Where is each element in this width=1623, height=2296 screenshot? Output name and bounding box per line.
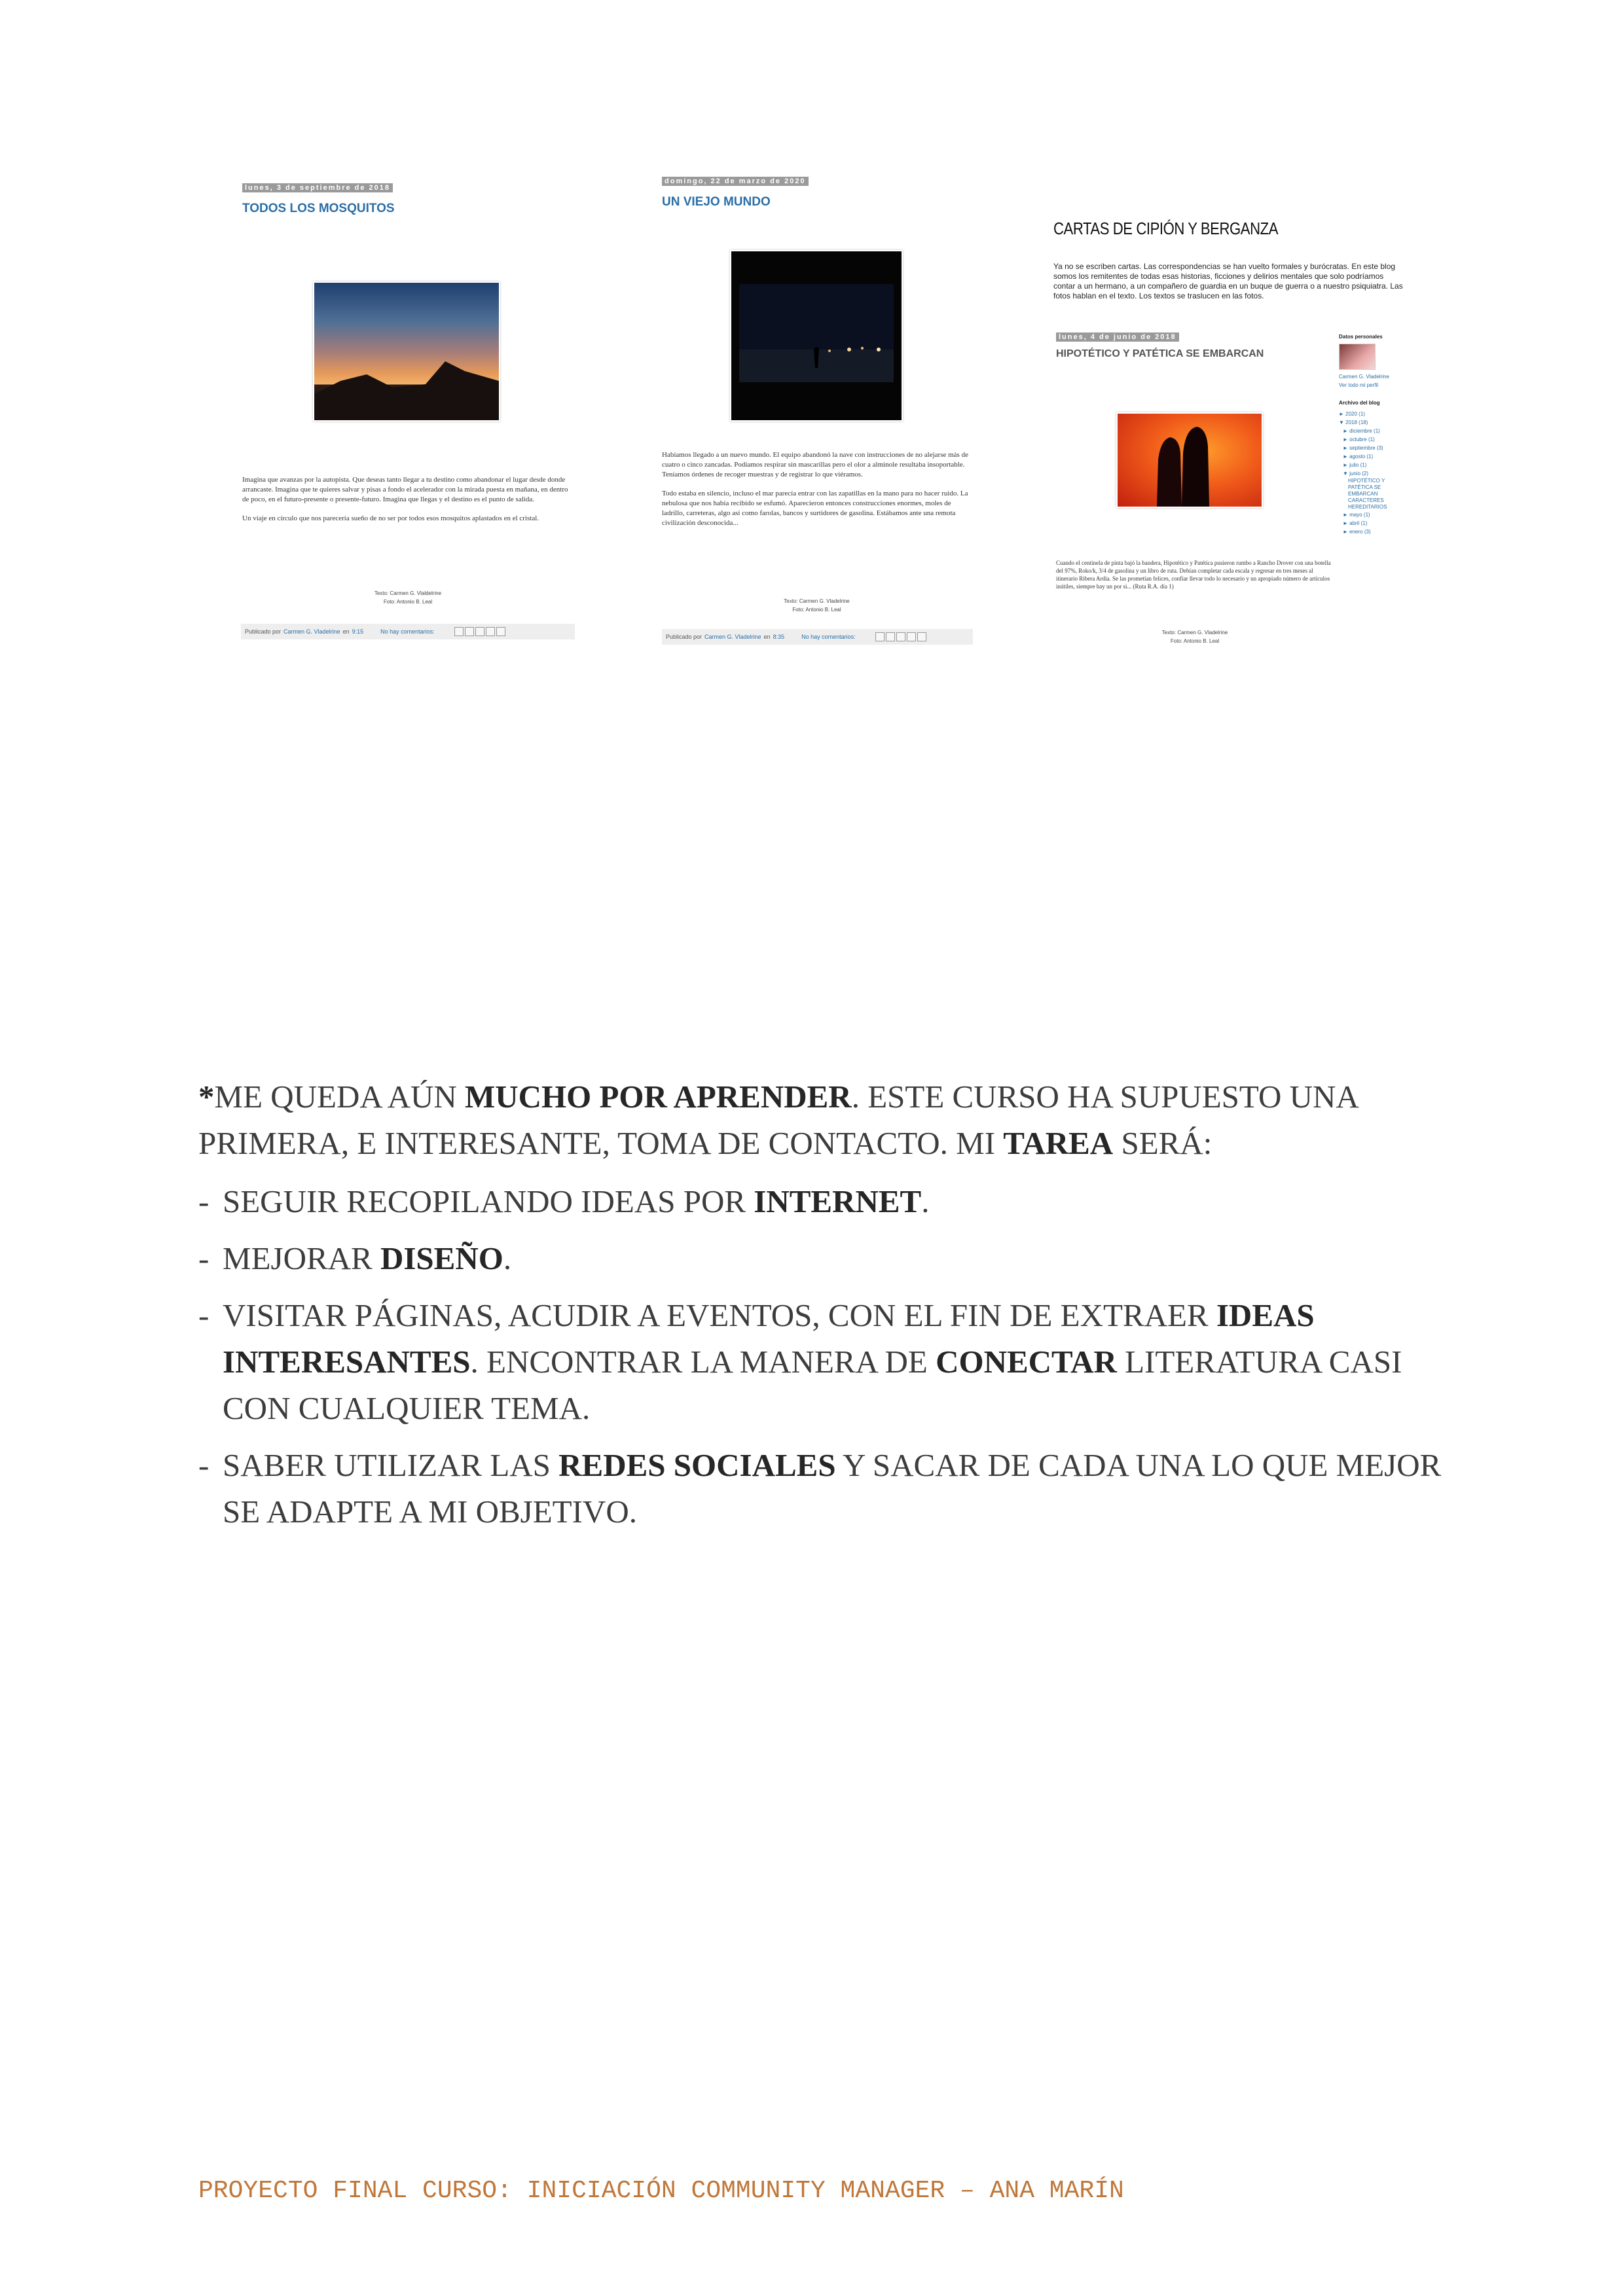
task-item: [198, 1235, 1442, 1282]
post-date: lunes, 3 de septiembre de 2018: [242, 183, 393, 192]
night-photo: [730, 250, 903, 422]
archive-item[interactable]: ► 2020 (1): [1339, 411, 1365, 417]
post-paragraph: Habíamos llegado a un nuevo mundo. El equipo abandonó la nave con instrucciones de no alejarse más de cuatro o cinco zancadas. Podíamos respirar sin mascarillas pero el olor a alminole resultaba insoportable. Teníamos órdenes de recoger muestras y de registrar lo que viéramos.: [662, 451, 968, 478]
page-footer: PROYECTO FINAL CURSO: INICIACIÓN COMMUNITY MANAGER – ANA MARÍN: [198, 2177, 1124, 2205]
task-bold: REDES SOCIALES: [558, 1447, 836, 1483]
task-list: [198, 1178, 1442, 1535]
time-prefix: en: [342, 628, 350, 635]
couple-photo: [1116, 412, 1263, 508]
blog-description: Ya no se escriben cartas. Las correspondencias se han vuelto formales y burócratas. En este blog somos los remitentes de todas esas historias, ficciones y delirios mentales que solo podríamos contar a un hermano, a un compañero de guardia en un buque de guerra o a nuestro psiquiatra. Las fotos hablan en el texto. Los textos se traslucen en las fotos.: [1053, 262, 1403, 300]
time-prefix: en: [763, 634, 771, 640]
intro-paragraph: [198, 1073, 1442, 1166]
post-title[interactable]: UN VIEJO MUNDO: [662, 195, 771, 209]
archive-item[interactable]: ► abril (1): [1343, 520, 1368, 526]
post-paragraph: Imagina que avanzas por la autopista. Que deseas tanto llegar a tu destino como abandonar el lugar desde donde arrancaste. Imagina que te quieres salvar y pisas a fondo el acelerador con la mirada puesta en mañana, en dentro de poco, en el futuro-presente o presente-futuro. Imagina que llegas y el destino es el punto de salida.: [242, 476, 568, 503]
task-text: . ENCONTRAR LA MANERA DE: [470, 1344, 936, 1380]
post-credits: [658, 597, 976, 614]
dash: -: [198, 1297, 210, 1333]
share-buttons[interactable]: [875, 632, 926, 641]
archive-item[interactable]: ► julio (1): [1343, 462, 1367, 468]
pinterest-icon[interactable]: [917, 632, 926, 641]
post-credits: [1051, 628, 1339, 645]
email-icon[interactable]: [875, 632, 884, 641]
credit-photo: Foto: Antonio B. Leal: [1170, 638, 1220, 644]
credit-photo: Foto: Antonio B. Leal: [383, 599, 433, 605]
published-by-label: Publicado por: [666, 634, 702, 640]
blog-screenshot-viejo-mundo: [658, 175, 976, 653]
task-text: SEGUIR RECOPILANDO IDEAS POR: [223, 1183, 754, 1219]
blog-title[interactable]: CARTAS DE CIPIÓN Y BERGANZA: [1053, 219, 1279, 238]
task-text: Y SACAR DE CADA UNA LO QUE MEJOR SE ADAPTE A MI OBJETIVO.: [223, 1447, 1442, 1530]
dash: -: [198, 1447, 210, 1483]
intro-bold: MUCHO POR APRENDER: [464, 1079, 852, 1115]
conclusion-text: [198, 1073, 1442, 1545]
published-by-label: Publicado por: [245, 628, 282, 635]
task-bold: INTERNET: [754, 1183, 922, 1219]
post-date: domingo, 22 de marzo de 2020: [662, 177, 809, 186]
archive-item[interactable]: ► diciembre (1): [1343, 428, 1380, 434]
dash: -: [198, 1240, 210, 1276]
post-paragraph: Todo estaba en silencio, incluso el mar parecía entrar con las zapatillas en la mano para no hacer ruido. La nebulosa que nos había recibido se esfumó. Aparecieron entonces construcciones enormes, moles de ladrillo, carreteras, algo así como farolas, bancos y surtidores de gasolina. Estábamos ante una remota civilización desconocida...: [662, 490, 968, 527]
time-link[interactable]: 8:35: [773, 634, 785, 640]
twitter-icon[interactable]: [475, 627, 484, 636]
dash: -: [198, 1183, 210, 1219]
profile-name[interactable]: Carmen G. Vladelrine: [1339, 374, 1389, 380]
archive-item[interactable]: HIPOTÉTICO Y PATÉTICA SE EMBARCAN: [1348, 478, 1385, 497]
blog-sidebar: [1339, 332, 1404, 536]
blog-icon[interactable]: [465, 627, 474, 636]
post-paragraph: Un viaje en círculo que nos parecería sueño de no ser por todos esos mosquitos aplastados en el cristal.: [242, 514, 539, 522]
archive-item[interactable]: ► enero (3): [1343, 529, 1371, 535]
task-text: MEJORAR: [223, 1240, 380, 1276]
task-text: .: [921, 1183, 930, 1219]
facebook-icon[interactable]: [486, 627, 495, 636]
task-text: SABER UTILIZAR LAS: [223, 1447, 559, 1483]
task-text: VISITAR PÁGINAS, ACUDIR A EVENTOS, CON EL FIN DE EXTRAER: [223, 1297, 1216, 1333]
task-bold: DISEÑO: [380, 1240, 503, 1276]
task-item: [198, 1442, 1442, 1535]
task-bold: IDEAS INTERESANTES: [223, 1297, 1315, 1380]
intro-bold: TAREA: [1003, 1125, 1114, 1161]
email-icon[interactable]: [454, 627, 464, 636]
task-text: .: [503, 1240, 512, 1276]
comments-link[interactable]: No hay comentarios:: [801, 634, 856, 640]
post-date: lunes, 4 de junio de 2018: [1056, 332, 1179, 342]
task-item: [198, 1178, 1442, 1225]
post-footer: [241, 624, 575, 639]
archive-item[interactable]: ► mayo (1): [1343, 512, 1370, 518]
archive-item[interactable]: ▼ junio (2): [1343, 471, 1369, 476]
author-link[interactable]: Carmen G. Vladelrine: [283, 628, 340, 635]
post-title[interactable]: HIPOTÉTICO Y PATÉTICA SE EMBARCAN: [1056, 348, 1264, 359]
post-body: [662, 450, 973, 537]
blog-screenshot-mosquitos: [241, 177, 575, 648]
archive-heading: Archivo del blog: [1339, 400, 1380, 406]
archive-item[interactable]: ► agosto (1): [1343, 454, 1374, 459]
twitter-icon[interactable]: [896, 632, 905, 641]
post-body: Cuando el centinela de pinta bajó la bandera, Hipotético y Patética pusieron rumbo a Rancho Drover con una botella del 97%, Roko/k, 3/4 de gasolina y un libro de ruta. Debían completar cada escala y regresar en tres meses al itinerario Ribera Ardía. Se las prometían felices, confiar llevar todo lo necesario y un apropiado número de artículos inútiles, siempre hay un por si... (Ruta R.A. día 1): [1056, 560, 1331, 590]
avatar[interactable]: [1339, 344, 1376, 370]
comments-link[interactable]: No hay comentarios:: [380, 628, 435, 635]
facebook-icon[interactable]: [907, 632, 916, 641]
profile-link[interactable]: Ver todo mi perfil: [1339, 382, 1379, 388]
task-bold: CONECTAR: [936, 1344, 1117, 1380]
intro-text: ME QUEDA AÚN: [214, 1079, 465, 1115]
intro-text: . ESTE CURSO HA SUPUESTO UNA PRIMERA, E INTERESANTE, TOMA DE CONTACTO. MI: [198, 1079, 1358, 1161]
author-link[interactable]: Carmen G. Vladelrine: [704, 634, 761, 640]
archive-item[interactable]: ► octubre (1): [1343, 437, 1375, 442]
archive-item[interactable]: CARACTERES HEREDITARIOS: [1348, 497, 1387, 510]
pinterest-icon[interactable]: [496, 627, 505, 636]
credit-text: Texto: Carmen G. Vladelrine: [1161, 630, 1228, 636]
intro-text: SERÁ:: [1113, 1125, 1213, 1161]
blog-screenshot-cartas: [1051, 216, 1408, 648]
share-buttons[interactable]: [454, 627, 505, 636]
profile-heading: Datos personales: [1339, 334, 1383, 340]
time-link[interactable]: 9:15: [352, 628, 364, 635]
post-footer: [662, 629, 973, 645]
task-text: LITERATURA CASI CON CUALQUIER TEMA.: [223, 1344, 1402, 1426]
task-item: [198, 1292, 1442, 1431]
credit-text: Texto: Carmen G. Vlaldelrine: [374, 590, 442, 596]
blog-icon[interactable]: [886, 632, 895, 641]
archive-item[interactable]: ▼ 2018 (18): [1339, 420, 1368, 425]
credit-text: Texto: Carmen G. Vladelrine: [784, 598, 850, 604]
post-credits: [241, 589, 575, 606]
asterisk: *: [198, 1079, 215, 1115]
credit-photo: Foto: Antonio B. Leal: [792, 607, 841, 613]
post-body: [242, 475, 573, 533]
archive-item[interactable]: ► septiembre (3): [1343, 445, 1383, 451]
post-title[interactable]: TODOS LOS MOSQUITOS: [242, 202, 395, 215]
sunset-photo: [313, 281, 500, 422]
